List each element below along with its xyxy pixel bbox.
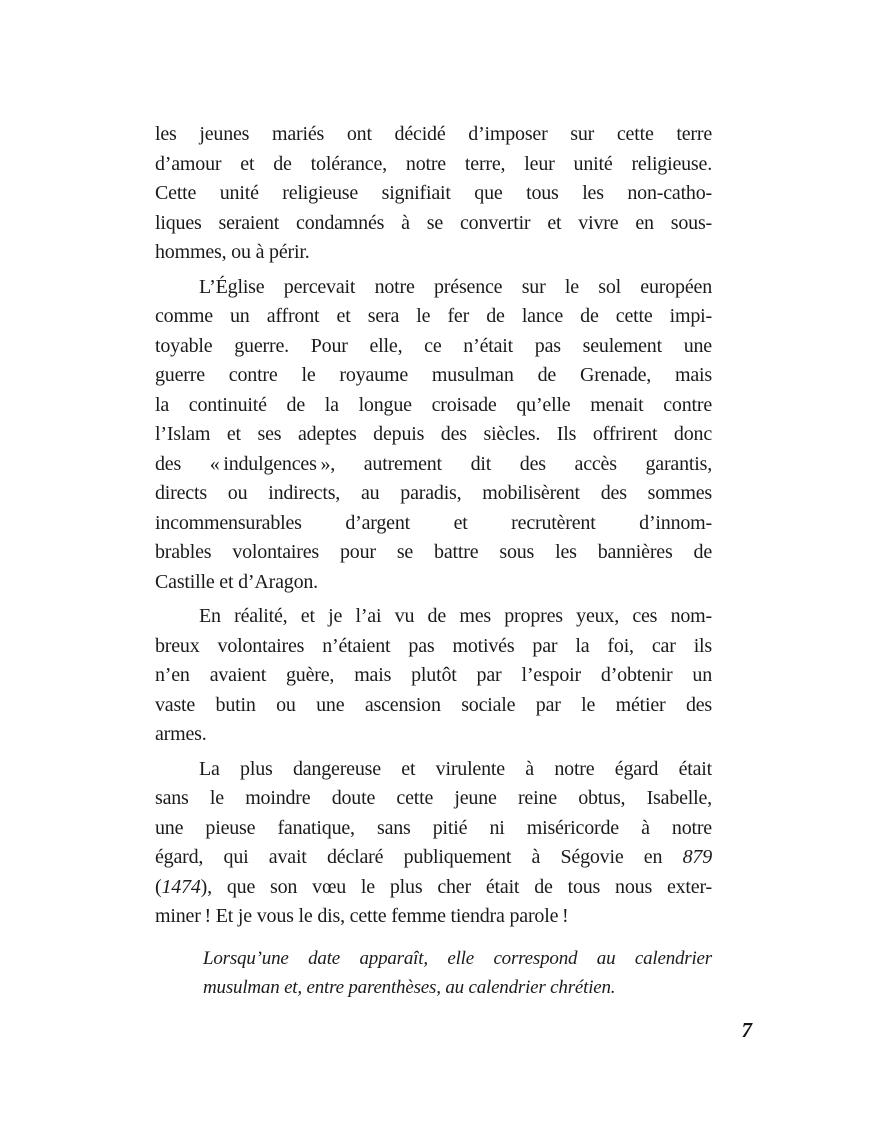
body-paragraph [155, 755, 712, 932]
text-line: l’Islam et ses adeptes depuis des siècles. Ils offrirent donc [155, 423, 712, 445]
text-line: d’amour et de tolérance, notre terre, leur unité religieuse. [155, 152, 712, 175]
body-paragraph [155, 120, 712, 268]
text-line: n’en avaient guère, mais plutôt par l’espoir d’obtenir un [155, 664, 712, 686]
body-paragraph [155, 602, 712, 750]
text-line: musulman et, entre parenthèses, au calendrier chrétien. [203, 977, 616, 998]
text-line: les jeunes mariés ont décidé d’imposer sur cette terre [155, 123, 712, 145]
italic-date-text: 1474 [161, 875, 201, 898]
text-line: comme un affront et sera le fer de lance de cette impi- [155, 305, 712, 327]
text-line: une pieuse fanatique, sans pitié ni miséricorde à notre [155, 816, 712, 839]
italic-date-text: 879 [682, 846, 712, 868]
text-line: Castille et d’Aragon. [155, 570, 318, 593]
text-line: L’Église percevait notre présence sur le sol européen [199, 275, 712, 298]
text-line: incommensurables d’argent et recrutèrent d’innom- [155, 511, 712, 534]
text-line [155, 873, 712, 903]
body-paragraph [155, 273, 712, 598]
text-line: brables volontaires pour se battre sous les bannières de [155, 541, 712, 563]
text-line: breux volontaires n’étaient pas motivés par la foi, car ils [155, 634, 712, 657]
text-line: Lorsqu’une date apparaît, elle correspond au calendrier [203, 947, 712, 969]
text-line: liques seraient condamnés à se convertir et vivre en sous- [155, 211, 712, 234]
text-segment: ), que son vœu le plus cher était de tous nous exter- [200, 875, 712, 898]
text-segment: égard, qui avait déclaré publiquement à Ségovie en [155, 846, 683, 868]
page-number: 7 [741, 1018, 752, 1042]
text-line: toyable guerre. Pour elle, ce n’était pas seulement une [155, 334, 712, 357]
text-line: miner ! Et je vous le dis, cette femme tiendra parole ! [155, 905, 569, 927]
text-line: vaste butin ou une ascension sociale par le métier des [155, 693, 712, 716]
note-paragraph [155, 944, 712, 1003]
text-line: La plus dangereuse et virulente à notre égard était [199, 757, 712, 780]
text-segment: ( [155, 875, 162, 898]
text-line: hommes, ou à périr. [155, 241, 310, 263]
text-line: Cette unité religieuse signifiait que tous les non-catho- [155, 182, 712, 204]
text-line: des « indulgences », autrement dit des accès garantis, [155, 452, 712, 475]
text-line: armes. [155, 723, 207, 745]
text-line: directs ou indirects, au paradis, mobilisèrent des sommes [155, 482, 712, 504]
text-line: sans le moindre doute cette jeune reine obtus, Isabelle, [155, 787, 712, 809]
text-line: guerre contre le royaume musulman de Grenade, mais [155, 364, 712, 386]
text-block [155, 120, 712, 1008]
text-line: la continuité de la longue croisade qu’elle menait contre [155, 393, 712, 416]
text-line [155, 843, 712, 873]
text-line: En réalité, et je l’ai vu de mes propres yeux, ces nom- [199, 605, 712, 627]
